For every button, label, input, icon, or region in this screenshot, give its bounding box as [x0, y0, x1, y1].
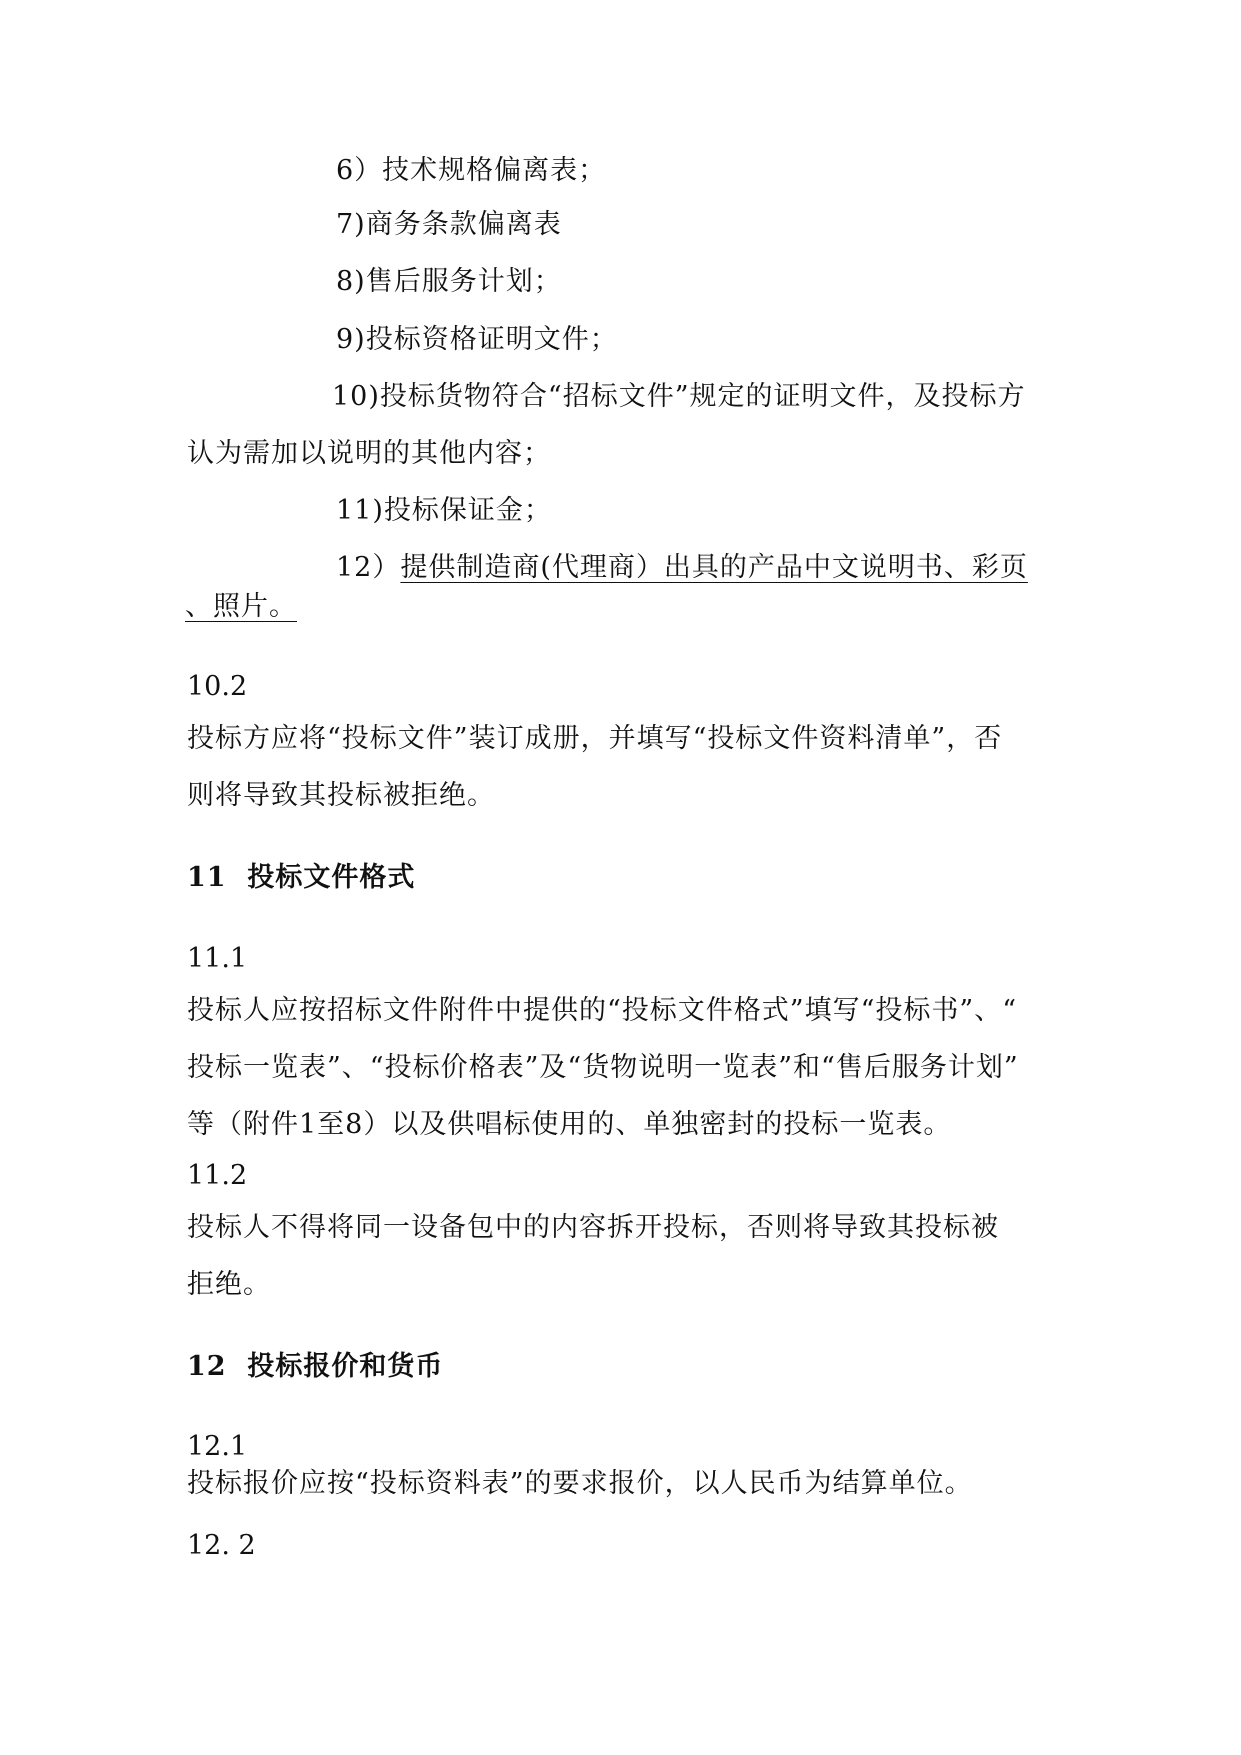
section-11-heading: 11 投标文件格式: [187, 862, 416, 893]
clause-11-2-number: 11.2: [187, 1160, 248, 1191]
list-item-10-line1: 10)投标货物符合“招标文件”规定的证明文件，及投标方: [332, 381, 1026, 412]
clause-11-2-line2: 拒绝。: [187, 1269, 271, 1300]
clause-12-2-number: 12. 2: [187, 1530, 256, 1561]
list-item-10-line2: 认为需加以说明的其他内容；: [187, 438, 551, 469]
clause-10-2-line1: 投标方应将“投标文件”装订成册，并填写“投标文件资料清单”，否: [187, 723, 1003, 754]
list-item-8: 8)售后服务计划；: [336, 266, 562, 297]
list-item-11: 11)投标保证金；: [336, 495, 552, 526]
list-item-12-prefix: 12）: [336, 552, 401, 583]
clause-11-1-line1: 投标人应按招标文件附件中提供的“投标文件格式”填写“投标书”、“: [187, 995, 1018, 1026]
list-item-9: 9)投标资格证明文件；: [336, 324, 618, 355]
clause-11-1-line2: 投标一览表”、“投标价格表”及“货物说明一览表”和“售后服务计划”: [187, 1052, 1019, 1083]
clause-12-1-line1: 投标报价应按“投标资料表”的要求报价，以人民币为结算单位。: [187, 1468, 973, 1499]
clause-12-1-number: 12.1: [187, 1431, 248, 1462]
clause-11-1-number: 11.1: [187, 943, 248, 974]
list-item-7: 7)商务条款偏离表: [336, 209, 562, 240]
section-12-heading: 12 投标报价和货币: [187, 1351, 444, 1382]
clause-11-1-line3: 等（附件1至8）以及供唱标使用的、单独密封的投标一览表。: [187, 1109, 952, 1140]
list-item-6: 6）技术规格偏离表；: [336, 155, 607, 186]
list-item-12-text: 提供制造商(代理商）出具的产品中文说明书、彩页: [400, 552, 1028, 583]
clause-11-2-line1: 投标人不得将同一设备包中的内容拆开投标，否则将导致其投标被: [187, 1212, 999, 1243]
list-item-12-line1: [336, 551, 1028, 585]
clause-10-2-line2: 则将导致其投标被拒绝。: [187, 780, 495, 811]
list-item-12-line2: 、照片。: [185, 591, 297, 622]
clause-10-2-number: 10.2: [187, 671, 248, 702]
